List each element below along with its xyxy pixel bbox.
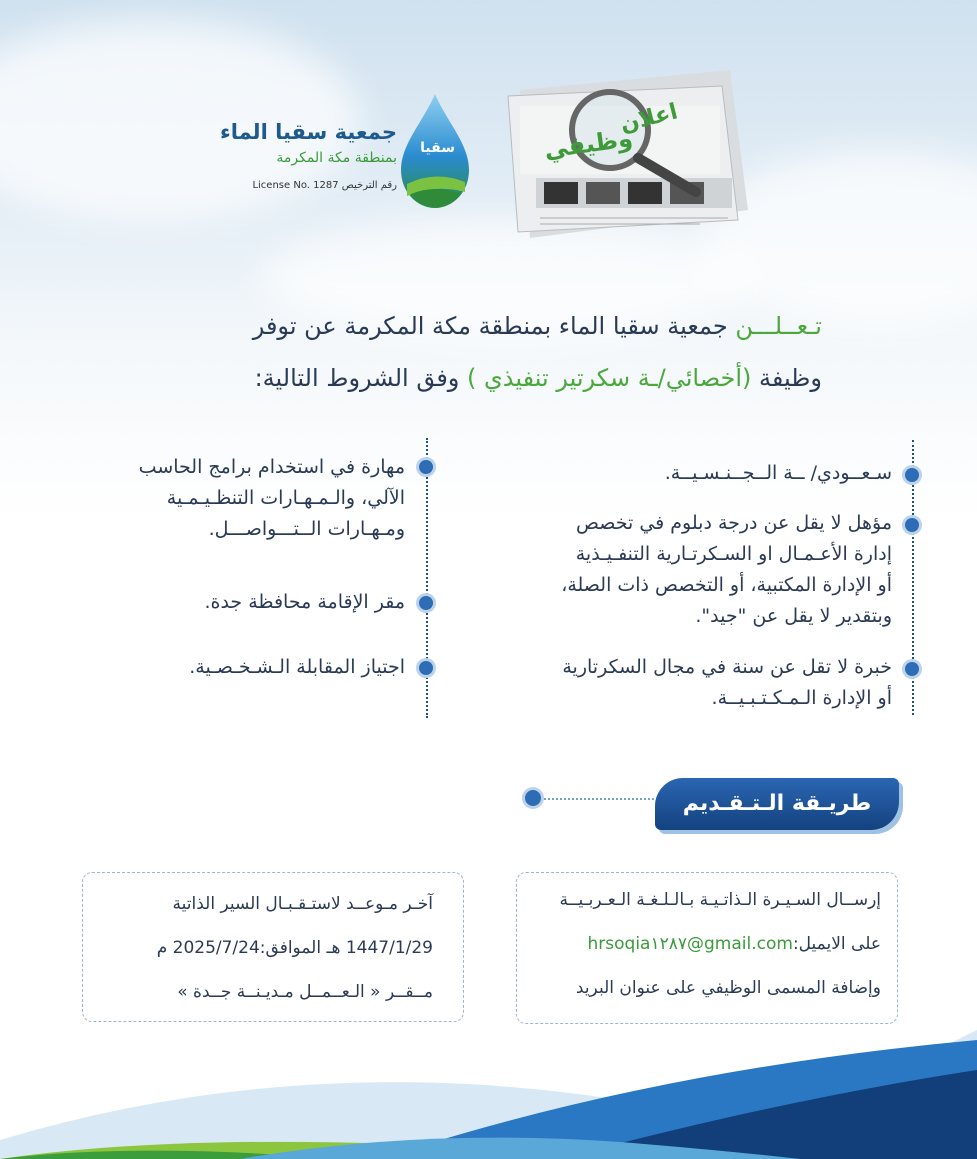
apply-line-3: وإضافة المسمى الوظيفي على عنوان البريد <box>575 978 881 998</box>
requirement-line: سـعــودي/ ــة الــجــنـسـيــة. <box>664 462 892 484</box>
email-label: على الايميل: <box>792 934 881 954</box>
organization-region: بمنطقة مكة المكرمة <box>276 150 397 166</box>
bottom-wave-decoration <box>0 1010 977 1159</box>
newspaper-headline-job: وظيفي <box>542 123 635 165</box>
requirement-experience <box>562 652 892 714</box>
intro-text-1: جمعية سقيا الماء بمنطقة مكة المكرمة عن توفر <box>252 312 728 340</box>
requirement-line: وبتقدير لا يقل عن "جيد". <box>695 605 892 627</box>
requirement-line: أو الإدارة الـمـكـتـبـيــة. <box>711 687 892 709</box>
bullet-icon <box>419 661 433 675</box>
bullet-icon <box>905 518 919 532</box>
intro-job-prefix: وظيفة <box>759 364 822 392</box>
job-ad-newspaper-illustration <box>500 60 760 240</box>
work-location: مــقــر « الـعــمــل مـديـنــة جــدة » <box>177 982 433 1002</box>
intro-conditions: وفق الشروط التالية: <box>254 364 460 392</box>
requirement-line: اجتياز المقابلة الـشـخـصـية. <box>189 656 405 678</box>
how-to-apply-heading: طريـقة الـتـقـديم <box>655 778 899 830</box>
deadline-line-1: آخـر مـوعــد لاستـقـبـال السير الذاتية <box>172 894 433 914</box>
bullet-icon <box>419 596 433 610</box>
requirement-line: مهارة في استخدام برامج الحاسب <box>138 456 405 478</box>
announcement-intro <box>122 300 822 404</box>
announce-word: تـعــلـــن <box>735 312 822 340</box>
bullet-icon <box>905 662 919 676</box>
organization-logo <box>215 92 475 212</box>
apply-instructions-box <box>516 872 898 1024</box>
organization-name: جمعية سقيا الماء <box>219 120 397 144</box>
requirement-interview <box>189 652 405 683</box>
bullet-icon <box>905 468 919 482</box>
requirements-left-column-line <box>426 438 428 718</box>
apply-connector-line <box>540 798 658 800</box>
requirement-line: ومـهـارات الــتـــواصـــل. <box>208 518 405 540</box>
bullet-icon <box>525 790 541 806</box>
requirement-line: خبرة لا تقل عن سنة في مجال السكرتارية <box>562 656 892 678</box>
job-title: (أخصائي/ـة سكرتير تنفيذي ) <box>467 364 752 392</box>
requirement-skills <box>139 452 405 545</box>
intro-line-1 <box>122 300 822 352</box>
apply-line-1: إرســال السـيـرة الـذاتـيـة بـالـلـغـة الـعـربـيــة <box>559 890 881 910</box>
deadline-box <box>82 872 464 1022</box>
bullet-icon <box>419 460 433 474</box>
requirement-line: مقر الإقامة محافظة جدة. <box>204 591 405 613</box>
requirement-qualification <box>561 508 892 632</box>
requirement-line: إدارة الأعـمـال او السـكرتـارية التنفـيـذية <box>575 543 892 565</box>
requirement-line: أو الإدارة المكتبية، أو التخصص ذات الصلة، <box>561 574 892 596</box>
intro-line-2 <box>122 352 822 404</box>
license-number: رقم الترخيص License No. 1287 <box>252 180 397 191</box>
requirement-line: مؤهل لا يقل عن درجة دبلوم في تخصص <box>575 512 892 534</box>
logo-emblem-text: سقيا <box>420 140 455 156</box>
requirement-line: الآلي، والـمـهـارات التنظـيـمـية <box>166 487 405 509</box>
requirement-nationality <box>665 458 892 489</box>
apply-line-2 <box>588 925 881 964</box>
requirement-residence <box>204 587 405 618</box>
newspaper-headline-ad: اعلان <box>617 99 681 138</box>
deadline-date: 1447/1/29 هـ الموافق:2025/7/24 م <box>156 938 433 958</box>
email-address[interactable]: hrsoqia١٢٨٧@gmail.com <box>587 934 793 954</box>
